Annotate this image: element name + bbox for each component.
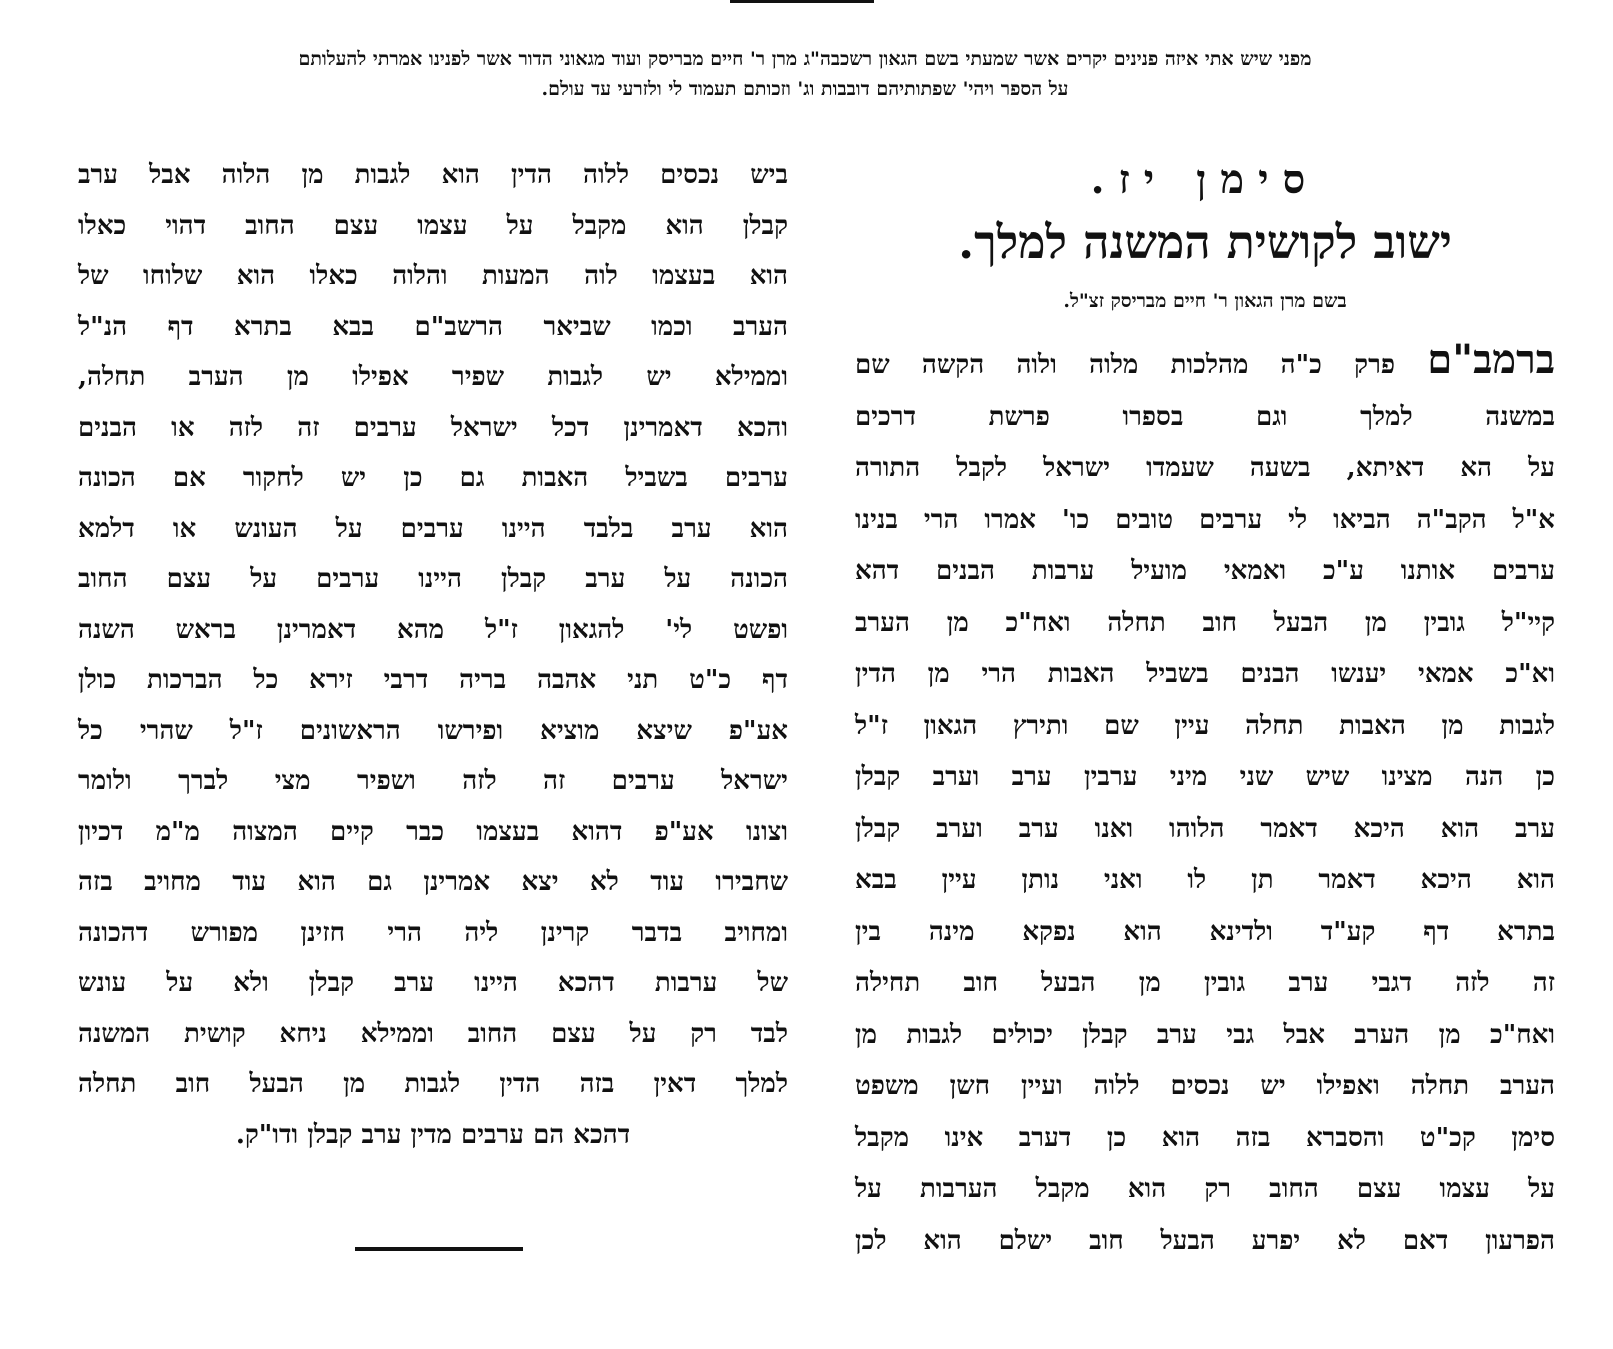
text-line: וא"כ אמאי יענשו הבנים בשביל האבות הרי מן הדין xyxy=(855,659,1555,689)
text-line: הוא היכא דאמר תן לו ואני נותן עיין בבא xyxy=(855,865,1555,895)
text-line: לגבות מן האבות תחלה עיין שם ותירץ הגאון ז"ל xyxy=(855,710,1555,741)
text-line: זה לזה דגבי ערב גובין מן הבעל חוב תחילה xyxy=(855,968,1555,998)
text-line: דף כ"ט תני אהבה בריה דרבי זירא כל הברכות כולן xyxy=(78,665,788,695)
first-line-rest: פרק כ"ה מהלכות מלוה ולוה הקשה שם xyxy=(855,350,1395,380)
text-line: על הא דאיתא, בשעה שעמדו ישראל לקבל התורה xyxy=(855,453,1555,483)
text-line: וצונו אע"פ דהוא בעצמו כבר קיים המצוה מ"מ דכיון xyxy=(78,816,788,847)
text-line: כן הנה מצינו שיש שני מיני ערבין ערב וערב קבלן xyxy=(855,762,1555,792)
right-first-line xyxy=(855,334,1555,392)
text-line: שחבירו עוד לא יצא אמרינן גם הוא עוד מחויב בזה xyxy=(78,867,788,897)
intro-line-2: על הספר ויהי' שפתותיהם דובבות וג' וזכותם תעמוד לי ולזרעי עד עולם. xyxy=(541,78,1069,100)
text-line: הערב וכמו שביאר הרשב"ם בבא בתרא דף הנ"ל xyxy=(78,311,788,342)
text-line: קבלן הוא מקבל על עצמו עצם החוב דהוי כאלו xyxy=(78,210,788,241)
right-column-text xyxy=(855,392,1555,1268)
text-line: למלך דאין בזה הדין לגבות מן הבעל חוב תחלה xyxy=(78,1069,788,1099)
text-line: הכונה על ערב קבלן היינו ערבים על עצם החוב xyxy=(78,564,788,594)
text-line: ומחויב בדבר קרינן ליה הרי חזינן מפורש דהכונה xyxy=(78,917,788,948)
text-line: הוא בעצמו לוה המעות והלוה כאלו הוא שלוחו של xyxy=(78,261,788,291)
text-line: ישראל ערבים זה לזה ושפיר מצי לברך ולומר xyxy=(78,766,788,796)
text-line: אע"פ שיצא מוציא ופירשו הראשונים ז"ל שהרי כל xyxy=(78,715,788,746)
top-rule xyxy=(730,0,874,3)
left-column xyxy=(78,150,788,1160)
text-line: קיי"ל גובין מן הבעל חוב תחלה ואח"כ מן הערב xyxy=(855,607,1555,638)
intro-note xyxy=(60,44,1550,104)
text-line: לבד רק על עצם החוב וממילא ניחא קושית המשנה xyxy=(78,1018,788,1049)
text-line: א"ל הקב"ה הביאו לי ערבים טובים כו' אמרו הרי בנינו xyxy=(855,504,1555,535)
text-line: הוא ערב בלבד היינו ערבים על העונש או דלמא xyxy=(78,513,788,544)
left-last-line: דהכא הם ערבים מדין ערב קבלן ודו"ק. xyxy=(235,1119,631,1150)
text-line: הערב תחלה ואפילו יש נכסים ללוה ועיין חשן משפט xyxy=(855,1071,1555,1101)
text-line: בתרא דף קע"ד ולדינא הוא נפקא מינה בין xyxy=(855,916,1555,947)
opening-word: ברמב"ם xyxy=(1427,336,1555,383)
text-line: של ערבות דהכא היינו ערב קבלן ולא על עונש xyxy=(78,968,788,998)
text-line: על עצמו עצם החוב רק הוא מקבל הערבות על xyxy=(855,1174,1555,1204)
text-line: והכא דאמרינן דכל ישראל ערבים זה לזה או הבנים xyxy=(78,412,788,443)
left-column-text xyxy=(78,150,788,1110)
siman-number: סימן יז. xyxy=(1090,156,1320,203)
right-column xyxy=(855,150,1555,1267)
page-title: ישוב לקושית המשנה למלך. xyxy=(958,215,1452,269)
text-line: וממילא יש לגבות שפיר אפילו מן הערב תחלה, xyxy=(78,362,788,392)
text-line: הפרעון דאם לא יפרע הבעל חוב ישלם הוא לכן xyxy=(855,1225,1555,1256)
text-line: ביש נכסים ללוה הדין הוא לגבות מן הלוה אבל ערב xyxy=(78,160,788,190)
text-line: ערבים אותנו ע"כ ואמאי מועיל ערבות הבנים דהא xyxy=(855,556,1555,586)
text-line: סימן קכ"ט והסברא בזה הוא כן דערב אינו מקבל xyxy=(855,1122,1555,1153)
text-line: ואח"כ מן הערב אבל גבי ערב קבלן יכולים לגבות מן xyxy=(855,1019,1555,1050)
text-line: ופשט לי' להגאון ז"ל מהא דאמרינן בראש השנה xyxy=(78,614,788,645)
text-line: ערב הוא היכא דאמר הלוהו ואנו ערב וערב קבלן xyxy=(855,813,1555,844)
bottom-rule xyxy=(355,1247,523,1251)
text-line: ערבים בשביל האבות גם כן יש לחקור אם הכונה xyxy=(78,463,788,493)
text-line: במשנה למלך וגם בספרו פרשת דרכים xyxy=(855,401,1555,432)
intro-line-1: מפני שיש אתי איזה פנינים יקרים אשר שמעתי בשם הגאון רשכבה"ג מרן ר' חיים מבריסק ועוד מגאוני הדור אשר לפנינו אמרתי להעלותם xyxy=(298,48,1312,70)
byline: בשם מרן הגאון ר' חיים מבריסק זצ"ל. xyxy=(1063,290,1347,312)
